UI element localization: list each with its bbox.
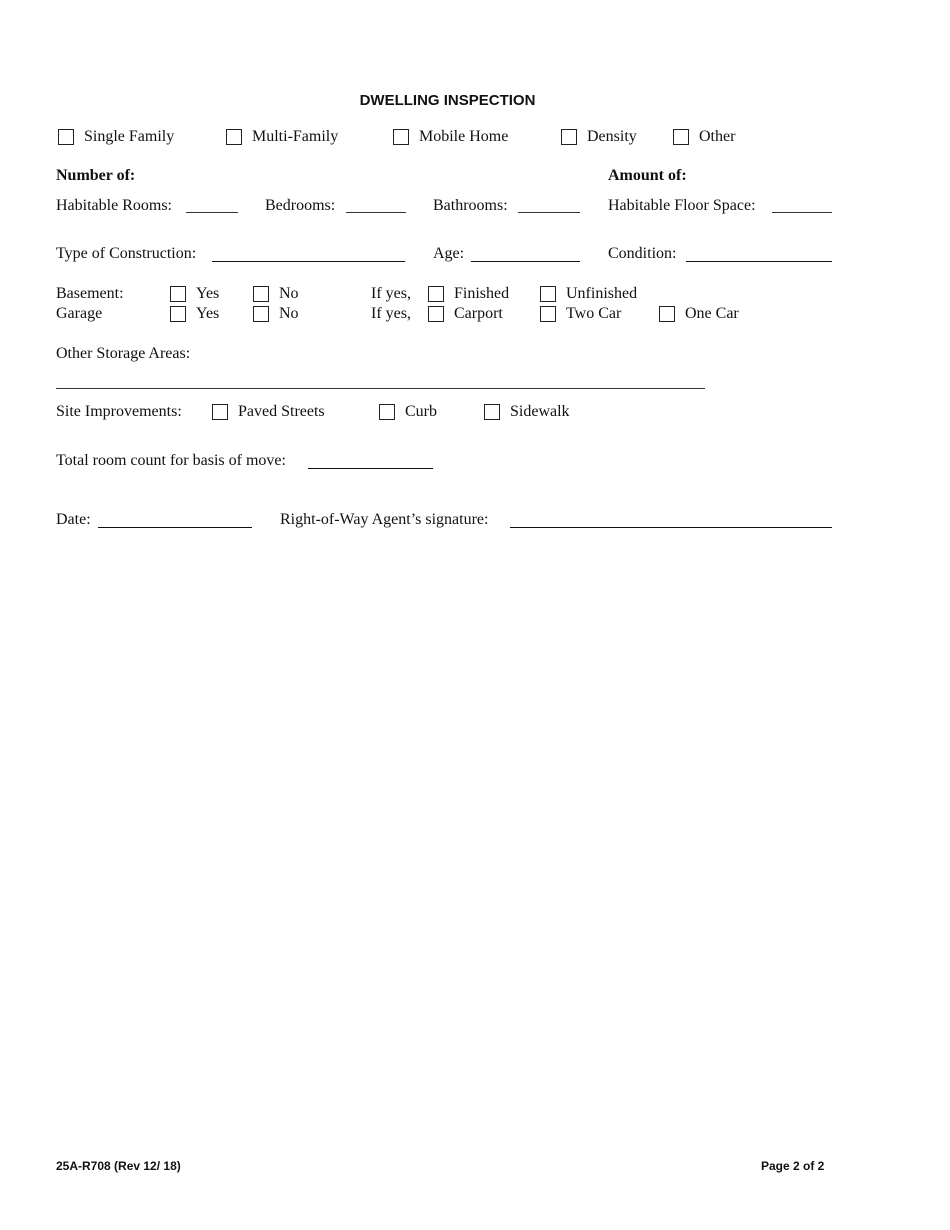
basement-unfinished-checkbox[interactable] xyxy=(540,286,556,302)
garage-carport-label: Carport xyxy=(454,305,503,322)
condition-field[interactable] xyxy=(686,261,832,262)
other-storage-label: Other Storage Areas: xyxy=(56,345,191,362)
density-label: Density xyxy=(587,128,637,145)
room-count-label: Total room count for basis of move: xyxy=(56,452,286,469)
age-field[interactable] xyxy=(471,261,580,262)
garage-two-car-label: Two Car xyxy=(566,305,622,322)
density-checkbox[interactable] xyxy=(561,129,577,145)
site-improvements-label: Site Improvements: xyxy=(56,403,182,420)
garage-one-car-checkbox[interactable] xyxy=(659,306,675,322)
basement-finished-label: Finished xyxy=(454,285,510,302)
single-family-checkbox[interactable] xyxy=(58,129,74,145)
construction-type-field[interactable] xyxy=(212,261,405,262)
basement-label: Basement: xyxy=(56,285,124,302)
paved-streets-checkbox[interactable] xyxy=(212,404,228,420)
floor-space-field[interactable] xyxy=(772,212,832,213)
paved-streets-label: Paved Streets xyxy=(238,403,325,420)
garage-yes-checkbox[interactable] xyxy=(170,306,186,322)
agent-signature-field[interactable] xyxy=(510,527,832,528)
page-number: Page 2 of 2 xyxy=(761,1159,825,1173)
basement-no-label: No xyxy=(279,285,299,302)
other-storage-field[interactable] xyxy=(56,388,705,389)
date-field[interactable] xyxy=(98,527,252,528)
sidewalk-label: Sidewalk xyxy=(510,403,570,420)
garage-two-car-checkbox[interactable] xyxy=(540,306,556,322)
bathrooms-field[interactable] xyxy=(518,212,580,213)
floor-space-label: Habitable Floor Space: xyxy=(608,197,756,214)
agent-signature-label: Right-of-Way Agent’s signature: xyxy=(280,511,489,528)
basement-yes-checkbox[interactable] xyxy=(170,286,186,302)
curb-checkbox[interactable] xyxy=(379,404,395,420)
form-id: 25A-R708 (Rev 12/ 18) xyxy=(56,1159,181,1173)
basement-unfinished-label: Unfinished xyxy=(566,285,638,302)
date-label: Date: xyxy=(56,511,91,528)
garage-no-label: No xyxy=(279,305,299,322)
room-count-field[interactable] xyxy=(308,468,433,469)
single-family-label: Single Family xyxy=(84,128,175,145)
habitable-rooms-field[interactable] xyxy=(186,212,238,213)
garage-if-yes-label: If yes, xyxy=(371,305,411,322)
page-title: DWELLING INSPECTION xyxy=(359,92,536,109)
number-of-heading: Number of: xyxy=(56,167,136,184)
bathrooms-label: Bathrooms: xyxy=(433,197,508,214)
condition-label: Condition: xyxy=(608,245,677,262)
bedrooms-label: Bedrooms: xyxy=(265,197,336,214)
age-label: Age: xyxy=(433,245,465,262)
basement-finished-checkbox[interactable] xyxy=(428,286,444,302)
multi-family-label: Multi-Family xyxy=(252,128,339,145)
garage-one-car-label: One Car xyxy=(685,305,739,322)
mobile-home-label: Mobile Home xyxy=(419,128,509,145)
garage-carport-checkbox[interactable] xyxy=(428,306,444,322)
basement-if-yes-label: If yes, xyxy=(371,285,411,302)
construction-type-label: Type of Construction: xyxy=(56,245,197,262)
amount-of-heading: Amount of: xyxy=(608,167,687,184)
basement-no-checkbox[interactable] xyxy=(253,286,269,302)
other-label: Other xyxy=(699,128,736,145)
bedrooms-field[interactable] xyxy=(346,212,406,213)
garage-no-checkbox[interactable] xyxy=(253,306,269,322)
sidewalk-checkbox[interactable] xyxy=(484,404,500,420)
mobile-home-checkbox[interactable] xyxy=(393,129,409,145)
garage-yes-label: Yes xyxy=(196,305,220,322)
habitable-rooms-label: Habitable Rooms: xyxy=(56,197,172,214)
multi-family-checkbox[interactable] xyxy=(226,129,242,145)
garage-label: Garage xyxy=(56,305,103,322)
basement-yes-label: Yes xyxy=(196,285,220,302)
curb-label: Curb xyxy=(405,403,437,420)
other-checkbox[interactable] xyxy=(673,129,689,145)
